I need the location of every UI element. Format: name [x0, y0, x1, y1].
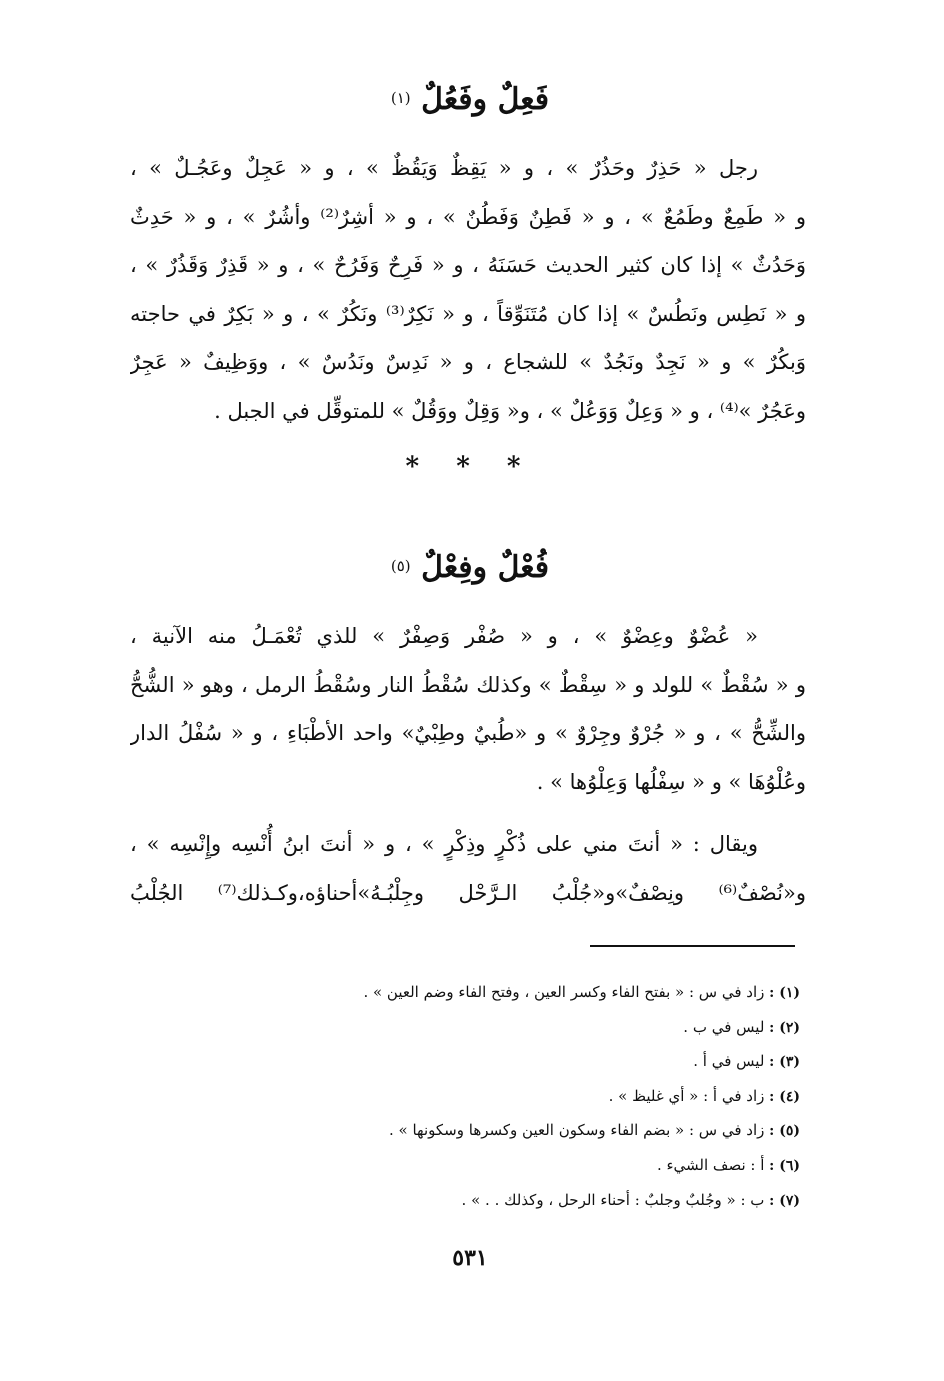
footnote-text: أ : نصف الشيء .	[656, 1155, 765, 1174]
paragraph-line: و « سُقْطٌ » للولد و « سِقْطٌ » وكذلك سُقْطُ النار وسُقْطُ الرمل ، وهو « الشُّحُّ	[130, 672, 806, 697]
paragraph-line: ويقال : « أنتَ مني على ذُكْرٍ وذِكْرٍ » ، و « أنتَ ابنُ أُنْسِه وإِنْسِه » ،	[130, 832, 758, 856]
page-number: ٥٣١	[452, 1245, 488, 1271]
section-title-2	[130, 548, 810, 588]
footnote-number: (٤) :	[769, 1088, 800, 1105]
paragraph-line: و « طَمِعٌ وطَمُعٌ » ، و « فَطِنٌ وَفَطُنٌ » ، و « أشِرٌ⁽²⁾ وأشُرٌ » ، و « حَدِثٌ	[130, 204, 806, 229]
paragraph-line: و « نَطِس ونَطُسٌ » إذا كان مُتَنَوِّقاً ، و « نَكِرٌ⁽³⁾ ونَكُرٌ » ، و « بَكِرٌ في حاجته	[130, 301, 806, 326]
footnote-number: (٥) :	[769, 1123, 800, 1140]
footnote-item	[130, 975, 800, 1010]
section-title-2-text: فُعْلٌ وفِعْلٌ	[421, 550, 550, 585]
footnote-item	[130, 1079, 800, 1114]
footnote-number: (٢) :	[769, 1019, 800, 1036]
paragraph-line: وعُلْوُهَا » و « سِفْلُها وَعِلْوُها » .	[536, 769, 806, 794]
footnote-text: زاد في س : « بفتح الفاء وكسر العين ، وفتح الفاء وضم العين » .	[363, 983, 765, 1001]
footnote-item	[130, 1148, 800, 1183]
footnote-item	[130, 1183, 800, 1218]
section-title-1-text: فَعِلٌ وفَعُلٌ	[421, 82, 550, 117]
footnote-number: (٣) :	[769, 1054, 800, 1071]
paragraph-line: « عُضْوٌ وعِضْوٌ » ، و « صُفْر وَصِفْرٌ » للذي تُعْمَـلُ منه الآنية ،	[130, 624, 758, 648]
footnotes	[130, 975, 800, 1217]
footnote-text: ب : « وجُلبٌ وجلبٌ : أحناء الرحل ، وكذلك . . » .	[461, 1190, 765, 1209]
section-2-paragraph-2	[130, 820, 806, 917]
paragraph-line: و«نُصْفٌ⁽⁶⁾ ونِصْفٌ»و«جُلْبُ الـرَّحْل وجِلْبُـهُ»أحناؤه،وكـذلك⁽⁷⁾ الجُلْبُ	[130, 880, 806, 905]
paragraph-line: وَحَدُثٌ » إذا كان كثير الحديث حَسَنَهُ ، و « فَرِحٌ وَفَرُحٌ » ، و « قَذِرٌ وَقَذُرٌ » ،	[130, 253, 806, 277]
section-2-paragraph-1	[130, 612, 806, 806]
footnote-divider	[590, 945, 795, 947]
footnote-text: ليس في أ .	[693, 1052, 765, 1071]
footnote-text: ليس في ب .	[683, 1017, 765, 1036]
footnote-item	[130, 1010, 800, 1045]
paragraph-line: رجل « حَذِرٌ وحَذُرٌ » ، و « يَقِظٌ وَيَقُظٌ » ، و « عَجِلٌ وعَجُـلٌ » ،	[130, 156, 758, 180]
footnote-number: (١) :	[769, 985, 800, 1001]
paragraph-line: وعَجُرٌ »⁽⁴⁾ ، و « وَعِلٌ وَوَعُلٌ » ، و« وَقِلٌ ووَقُلٌ » للمتوقِّل في الجبل .	[214, 398, 806, 423]
footnote-text: زاد في أ : « أي غليظ » .	[608, 1086, 765, 1105]
section-title-2-note: (٥)	[390, 557, 411, 575]
footnote-item	[130, 1113, 800, 1148]
paragraph-line: والشِّحُّ » ، و « جُرْوٌ وجِرْوٌ » و «طُبيٌ وطِبْيٌ» واحد الأطْبَاءِ ، و « سُفْلُ الدار	[130, 721, 806, 745]
footnote-text: زاد في س : « بضم الفاء وسكون العين وكسرها وسكونها » .	[389, 1121, 765, 1140]
footnote-item	[130, 1044, 800, 1079]
footnote-number: (٦) :	[769, 1157, 800, 1174]
section-title-1	[130, 80, 810, 120]
section-separator: * * *	[405, 452, 535, 482]
section-title-1-note: (١)	[390, 89, 411, 107]
footnote-number: (٧) :	[769, 1192, 800, 1209]
paragraph-line: وَبكُرٌ » و « نَجِدٌ ونَجُدٌ » للشجاع ، و « نَدِسٌ ونَدُسٌ » ، ووَظِيفٌ « عَجِرٌ	[130, 350, 806, 374]
section-1-paragraph	[130, 144, 806, 435]
